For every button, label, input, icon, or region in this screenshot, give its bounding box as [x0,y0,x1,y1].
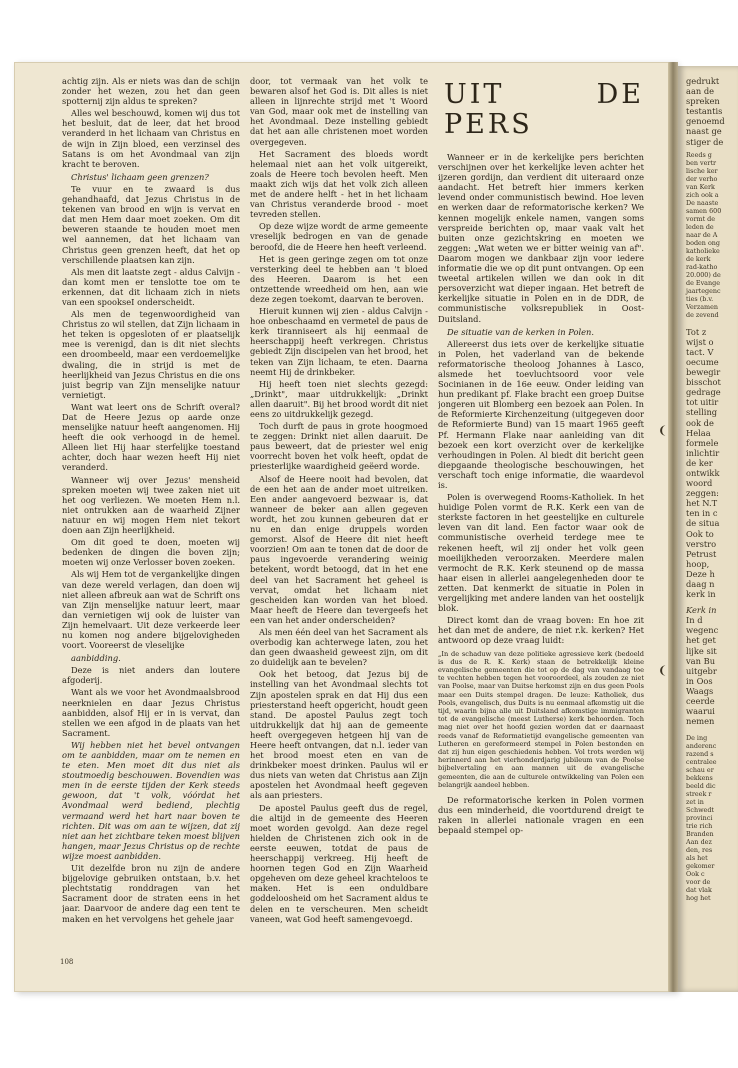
right-page-line: tact. V [686,346,714,357]
block-quote [438,650,644,789]
right-page-line: streek r [686,790,712,799]
right-page-line: ben vertr [686,158,717,167]
right-page-line: spreken [686,96,720,107]
binding-ring-icon: ❨ [658,664,668,677]
paragraph: Allereerst dus iets over de kerkelijke situatie in Polen, het vaderland van de bekende reformatorische theoloog Johannes à Lasco, alsmede het toevluchtsoord voor vele Socinianen in de 16e eeuw. Onder leiding van hun predikant pf. Flake bracht een groep Duitse jongeren uit Blomberg een bezoek aan Polen. In de Reformierte Kirchenzeitung (uitgegeven door de Reformierte Bund) van 15 maart 1965 geeft Pf. Hermann Flake naar aanleiding van dit bezoek een kort overzicht over de kerkelijke verhoudingen in Polen. Al biedt dit bericht geen diepgaande theologische beschouwingen, het verschaft toch enige informatie, die waardevol is. [438,338,644,490]
right-page-line: katholieke [686,246,720,255]
right-page-line: daag n [686,579,715,589]
right-page-line: lijke sit [686,645,717,656]
paragraph: Wanneer er in de kerkelijke pers berichten verschijnen over het kerkelijke leven achter het ijzeren gordijn, dan verdient dit uiteraard onze aandacht. Het betreft hier immers kerken levend onder communistisch bewind. Hoe leven en werken daar de reformatorische kerken? We kennen mogelijk enkele namen, vangen soms verspreide berichten op, maar vaak valt het buiten onze gezichtskring en moeten we zeggen: „Wat weten we er bitter weinig van af". Daarom mogen we dankbaar zijn voor iedere informatie die we op dit punt ontvangen. Op een tweetal artikelen willen we dan ook in dit persoverzicht wat dieper ingaan. Het betreft de kerkelijke situatie in Polen en in de DDR, de communistische volksrepubliek in Oost-Duitsland. [438,152,644,324]
right-page-line: Helaa [686,427,711,438]
right-page-line: den, res [686,846,713,855]
right-page-line: Branden [686,830,714,839]
right-page-line: hoop, [686,558,710,569]
right-page-line: van Bu [686,655,716,666]
right-page-line: leden de [686,222,714,231]
right-page-line: der verho [686,174,718,183]
right-page-line: lische ker [686,166,718,175]
subheading: De situatie van de kerken in Polen. [447,326,594,337]
paragraph: Het Sacrament des bloeds wordt helemaal niet aan het volk uitgereikt, zoals de Heere toch bevolen heeft. Men maakt zich wijs dat het volk zich alleen met de andere helft - het in het lichaam van Christus veranderde brood - moet tevreden stellen. [250,148,428,220]
paragraph: Als men de tegenwoordigheid van Christus zo wil stellen, dat Zijn lichaam in het teken is opgesloten of er plaatselijk mee is verenigd, dan is dit niet slechts een droombeeld, maar een verdoemelijke dwaling, die in strijd is met de heerlijkheid van Jezus Christus en die ons juist begrip van Zijn menselijke natuur vernietigt. [62,309,240,400]
right-page-line: bewegir [686,367,721,378]
paragraph: Direct komt dan de vraag boven: En hoe zit het dan met de andere, de niet r.k. kerken? Het antwoord op deze vraag luidt: [438,615,644,646]
right-page-line: formele [686,437,719,448]
right-page-line: ook de [686,417,714,428]
binding-ring-icon: ❨ [658,424,668,437]
right-page-line: de zevend [686,310,719,319]
right-page-line: waarui [686,706,715,717]
right-page-line: inlichtir [686,447,720,458]
paragraph: Polen is overwegend Rooms-Katholiek. In het huidige Polen vormt de R.K. Kerk een van de sterkste factoren in het geestelijke en culturele leven van dit land. Een factor waar ook de communistische overheid terdege mee te rekenen heeft, wil zij onder het volk geen moeilijkheden veroorzaken. Meerdere malen vermocht de R.K. Kerk steunend op de massa haar eisen in allerlei aangelegenheden door te zetten. Dat kenmerkt de situatie in Polen in vergelijking met andere landen van het oostelijk blok. [438,492,644,614]
paragraph: Alles wel beschouwd, komen wij dus tot het besluit, dat de leer, dat het brood veranderd in het lichaam van Christus en de wijn in Zijn bloed, een verzinsel des Satans is om het Avondmaal van zijn kracht te beroven. [62,108,240,169]
right-page-line: Schwedt [686,806,714,815]
right-page-line: In d [686,615,703,626]
column-1 [62,76,240,976]
right-page-line: bekkens [686,774,713,783]
right-page-line: samen 600 [686,206,722,215]
right-page-line: ontwikk [686,467,720,478]
paragraph: Deze is niet anders dan loutere afgoderij. [62,665,240,686]
right-page-line: zich ook a [686,190,719,199]
right-page-line: wegenc [686,625,719,636]
right-page-line: jaartegenc [686,286,721,295]
paragraph: De reformatorische kerken in Polen vormen dus een minderheid, die voortdurend dreigt te raken in allerlei nationale vragen en een bepaald stempel op- [438,794,644,836]
paragraph: achtig zijn. Als er niets was dan de schijn zonder het wezen, zou het dan geen spotternij zijn aldus te spreken? [62,76,240,107]
quote-text: „In de schaduw van deze politieke agressieve kerk (bedoeld is dus de R. K. Kerk) staan de betrekkelijk kleine evangelische gemeenten die tot op de dag van vandaag toe te vechten hebben tegen het vooroordeel, als zouden ze niet van Poolse, maar van Duitse herkomst zijn en dus geen Pools maar een Duits stempel dragen. De leuze: Katholiek, dus Pools, evangelisch, dus Duits is nu eenmaal afkomstig uit die tijd, waarin bijna alle uit Duitsland afkomstige immigranten tot de evangelische (meest Lutherse) kerk behoorden. Toch mag niet over het hoofd gezien worden dat er daarnaast reeds vanaf de Reformatietijd evangelische gemeenten van Lutheren en gereformeerd stempel in Polen bestonden en dat zij hun eigen geschiedenis hebben. Vol trots werden wij herinnerd aan het vierhonderdjarig jubileum van de Poolse bijbelvertaling en aan mannen uit de evangelische gemeenten, die aan de culturele ontwikkeling van Polen een belangrijk aandeel hebben. [438,649,644,789]
right-page-line: 20.000) de [686,270,721,279]
paragraph: Als wij Hem tot de vergankelijke dingen van deze wereld verlagen, dan doen wij niet alleen afbreuk aan wat de Schrift ons van Zijn menselijke natuur leert, maar dan vernietigen wij ook de luister van Zijn hemelvaart. Uit deze verkeerde leer nu komen nog andere bijgelovigheden voort. Vooreerst de vleselijke [62,569,240,651]
right-page-line: Verzamen [686,302,718,311]
right-page-line: de ker [686,457,713,468]
right-page-line: provinci [686,814,713,823]
right-page-line: woord [686,478,713,489]
right-page-subheading: Kerk in [686,605,717,616]
right-page-line: Reeds g [686,150,712,159]
right-page-line: de situa [686,518,720,529]
right-page-line: trie rich [686,822,713,831]
right-page-line: schau er [686,766,714,775]
paragraph: Op deze wijze wordt de arme gemeente vreselijk bedrogen en van de genade beroofd, die de Heere hen heeft verleend. [250,221,428,252]
right-page-line: stiger de [686,136,724,147]
right-page-line: zet in [686,798,704,807]
right-page-line: voor de [686,878,711,887]
right-page-line: in Oos [686,675,713,686]
paragraph: Want wat leert ons de Schrift overal? Dat de Heere Jezus op aarde onze menselijke natuur heeft aangenomen. Hij heeft die ook verhoogd in de hemel. Alleen liet Hij haar sterfelijke toestand achter, doch haar wezen heeft Hij niet veranderd. [62,401,240,473]
right-page-line: oecume [686,356,719,367]
right-page-line: stelling [686,407,718,418]
column-3 [438,76,644,976]
right-page-line: de Evange [686,278,720,287]
right-page-line: van Kerk [686,182,715,191]
right-page-line: Ook c [686,870,705,879]
right-page-line: wijst o [686,336,714,347]
paragraph: Als men één deel van het Sacrament als overbodig kan achterwege laten, zou het dan geen dwaasheid geweest zijn, om dit zo duidelijk aan te bevelen? [250,626,428,668]
right-page-line: De naaste [686,198,719,207]
right-page-line: Deze h [686,568,715,579]
subheading: Christus' lichaam geen grenzen? [71,171,209,182]
right-page-line: Petrust [686,548,717,559]
right-page-line: het get [686,635,716,646]
paragraph: Hieruit kunnen wij zien - aldus Calvijn - hoe onbeschaamd en vermetel de paus de kerk tiranniseert als hij eenmaal de heerschappij heeft verkregen. Christus gebiedt Zijn discipelen van het brood, het teken van Zijn lichaam, te eten. Daarna neemt Hij de drinkbeker. [250,306,428,377]
right-page-line: dat vlak [686,886,712,895]
subheading: aanbidding. [71,653,121,664]
book-gutter [668,62,678,992]
right-page-line: ties (b.v. [686,294,714,303]
paragraph: Als men dit laatste zegt - aldus Calvijn - dan komt men er tenslotte toe om te erkennen, dat dit lichaam zich in niets van een spookseI onderscheidt. [62,266,240,307]
paragraph: Om dit goed te doen, moeten wij bedenken de dingen die boven zijn; moeten wij onze Verlosser boven zoeken. [62,537,240,568]
right-page-line: beeld dic [686,782,716,791]
right-page-line: als het [686,854,708,863]
right-page-line: Ook to [686,528,714,539]
right-page-line: verstro [686,538,717,549]
right-page-line: gekomer [686,862,715,871]
paragraph: Te vuur en te zwaard is dus gehandhaafd, dat Jezus Christus in de tekenen van brood en wijn is vervat en dat men Hem daar moet zoeken. Om dit beweren staande te houden moet men wel aannemen, dat het lichaam van Christus geen grenzen heeft, dat het op verschillende plaatsen kan zijn. [62,183,240,265]
right-page-line: uitgebr [686,665,717,676]
right-page-line: zeggen: [686,488,719,499]
column-2 [250,76,428,976]
paragraph: Ook het betoog, dat Jezus bij de instelling van het Avondmaal slechts tot Zijn apostelen sprak en dat Hij dus een priesterstand heeft opgericht, houdt geen stand. De apostel Paulus zegt toch uitdrukkelijk dat hij aan de gemeente heeft overgegeven hetgeen hij van de Heere heeft ontvangen, dat n.l. ieder van het brood moest eten en van de drinkbeker moest drinken. Paulus wil er dus niets van weten dat Christus aan Zijn apostelen het Avondmaal heeft gegeven als aan priesters. [250,669,428,801]
right-page-line: gedrukt [686,76,720,86]
right-page-line: razend s [686,750,714,759]
right-page-line: de kerk [686,254,711,263]
right-page-line: gedrage [686,387,721,398]
right-page-line: nemen [686,716,715,727]
right-page-line: rad-katho [686,262,718,271]
right-page-line: genoemd [686,116,725,127]
paragraph: Toch durft de paus in grote hoogmoed te zeggen: Drinkt niet allen daaruit. De paus beweert, dat de priester wel enig voorrecht boven het volk heeft, opdat de priesterlijke waardigheid geëerd worde. [250,421,428,472]
page-number: 108 [60,958,74,966]
paragraph: Uit dezelfde bron nu zijn de andere bijgelovige gebruiken ontstaan, b.v. het plechtstatig ronddragen van het Sacrament door de straten eens in het jaar. Daarvoor de andere dag een tent te maken en het vervolgens het gehele jaar [62,863,240,924]
right-page-line: naast ge [686,126,722,137]
right-page-line: het N.T [686,498,718,509]
right-page-line: ceerde [686,696,715,707]
paragraph: door, tot vermaak van het volk te bewaren alsof het God is. Dit alles is niet alleen in lijnrechte strijd met 't Woord van God, maar ook met de instelling van het Avondmaal. Deze instelling gebiedt dat het aan alle christenen moet worden overgegeven. [250,76,428,147]
paragraph: Wij hebben niet het bevel ontvangen om te aanbidden, maar om te nemen en te eten. Men moet dit dus niet als stoutmoedig beschouwen. Bovendien was men in de eerste tijden der Kerk steeds gewoon, dat 't volk, vóórdat het Avondmaal werd bediend, plechtig vermaand werd het hart naar boven te richten. Dit was om aan te wijzen, dat zij niet aan het zichtbare teken moest blijven hangen, maar Jezus Christus op de rechte wijze moest aanbidden. [62,739,240,861]
right-page-line: naar de A [686,230,718,239]
right-page-line: Tot z [686,326,707,337]
right-page-line: Aan dez [686,838,712,847]
paragraph: Wanneer wij over Jezus' mensheid spreken moeten wij twee zaken niet uit het oog verliezen. We moeten Hem n.l. niet ontrukken aan de waarheid Zijner natuur en wij mogen Hem niet tekort doen aan Zijn heerlijkheid. [62,474,240,536]
right-page-line: kerk in [686,589,716,600]
paragraph: De apostel Paulus geeft dus de regel, die altijd in de gemeente des Heeren moet worden gevolgd. Aan deze regel hielden de Christenen zich ook in de eerste eeuwen, totdat de paus de heerschappij verkreeg. Hij heeft de hoornen tegen God en Zijn Waarheid opgeheven om deze geheel krachteloos te maken. Het is een onduldbare goddeloosheid om het Sacrament aldus te delen en te verscheuren. Men scheidt vaneen, wat God heeft samengevoegd. [250,802,428,924]
right-page-line: testantis [686,106,723,117]
paragraph: Want als we voor het Avondmaalsbrood neerknielen en daar Jezus Christus aanbidden, alsof Hij er in is vervat, dan stellen we een afgod in de plaats van het Sacrament. [62,687,240,738]
section-title: UIT DE PERS [444,79,644,140]
right-page-line: anderenc [686,742,717,751]
paragraph: Alsof de Heere nooit had bevolen, dat de een het aan de ander moet uitreiken. Een ander aangevoerd bezwaar is, dat wanneer de beker aan allen gegeven wordt, het zou kunnen gebeuren dat er nu en dan enige druppels worden gemorst. Alsof de Heere dit niet heeft voorzien! Om aan te tonen dat de door de paus ingevoerde verandering weinig betekent, wordt betoogd, dat in het ene deel van het Sacrament het geheel is vervat, omdat het lichaam niet gescheiden kan worden van het bloed. Maar heeft de Heere dan tevergeefs het een van het ander onderscheiden? [250,473,428,625]
right-page-line: De ing [686,734,708,743]
right-page-line: bisschot [686,377,721,388]
right-page-line: centralee [686,758,717,767]
right-page-line: aan de [686,86,715,97]
right-page-line: Waags [686,685,714,696]
right-page-text [686,76,738,902]
right-page-line: ten in c [686,508,718,519]
right-page-line: tot uitir [686,397,719,408]
right-page-line: vormt de [686,214,716,223]
paragraph: Hij heeft toen niet slechts gezegd: „Drinkt", maar uitdrukkelijk: „Drinkt allen daaruit". Bij het brood wordt dit niet eens zo uitdrukkelijk gezegd. [250,378,428,419]
right-page-line: hog het [686,894,711,903]
paragraph: Het is geen geringe zegen om tot onze versterking deel te hebben aan 't bloed des Heeren. Daarom is het een ontzettende wreedheid om hen, aan wie deze zegen toekomt, daarvan te beroven. [250,253,428,304]
right-page-line: boden ong [686,238,721,247]
